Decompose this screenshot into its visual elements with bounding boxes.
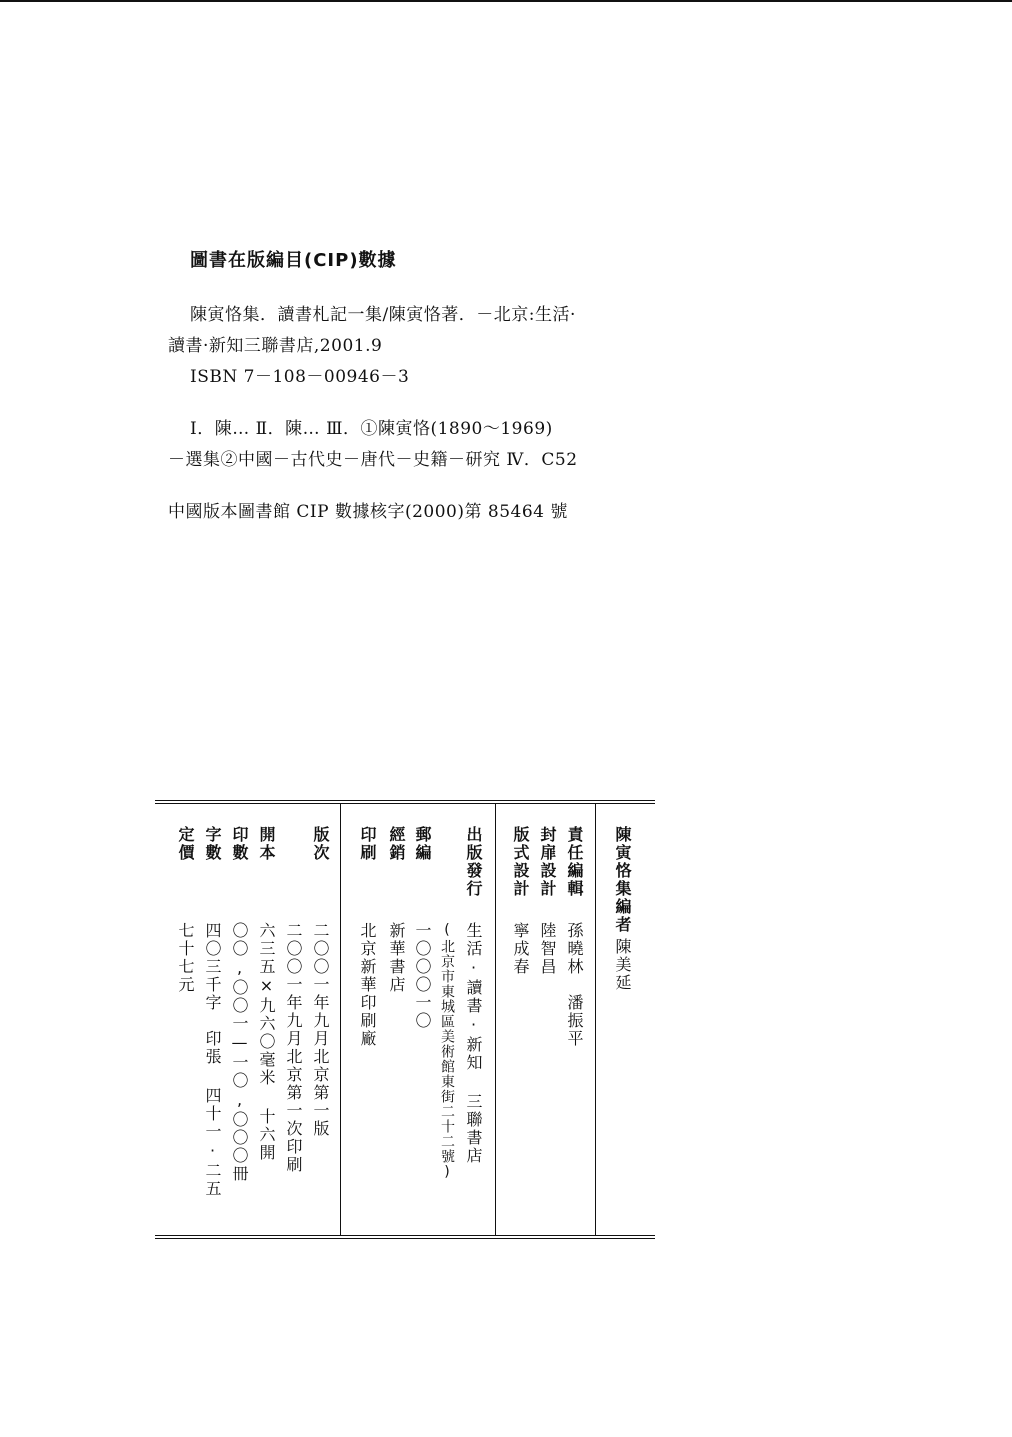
colophon-bottom-rule-inner bbox=[155, 1235, 655, 1236]
publisher-value: 生活·讀書·新知 三聯書店 bbox=[464, 922, 483, 1165]
colophon-top-rule-inner bbox=[155, 803, 655, 804]
cip-record-number: 中國版本圖書館 CIP 數據核字(2000)第 85464 號 bbox=[168, 502, 568, 522]
price-label: 定價 bbox=[176, 826, 195, 862]
cip-isbn: ISBN 7－108－00946－3 bbox=[190, 367, 410, 387]
price-value: 七十七元 bbox=[176, 922, 195, 994]
editor-label: 陳寅恪集編者 bbox=[613, 826, 632, 934]
cip-title: 圖書在版編目(CIP)數據 bbox=[190, 250, 397, 271]
format-label: 開本 bbox=[257, 826, 276, 862]
printer-value: 北京新華印刷廠 bbox=[358, 922, 377, 1048]
publisher-address: (北京市東城區美術館東街二十二號) bbox=[439, 922, 455, 1181]
colophon-block bbox=[155, 798, 655, 1243]
format-value: 六三五×九六〇毫米 十六開 bbox=[257, 922, 276, 1162]
editor-value: 陳美延 bbox=[613, 938, 632, 992]
cip-entry-line-1: 陳寅恪集．讀書札記一集/陳寅恪著．－北京:生活· bbox=[190, 305, 576, 325]
cip-subject-line-2: －選集②中國－古代史－唐代－史籍－研究 Ⅳ．C52 bbox=[168, 450, 578, 470]
print-run-label: 印數 bbox=[230, 826, 249, 862]
column-divider bbox=[495, 804, 496, 1236]
distributor-label: 經銷 bbox=[387, 826, 406, 862]
responsible-editor-value: 孫曉林 潘振平 bbox=[565, 922, 584, 1048]
top-border-rule bbox=[0, 0, 1012, 2]
layout-design-value: 寧成春 bbox=[511, 922, 530, 976]
word-count-label: 字數 bbox=[203, 826, 222, 862]
print-run-value: 〇〇,〇〇一—一〇,〇〇〇冊 bbox=[230, 922, 249, 1183]
distributor-value: 新華書店 bbox=[387, 922, 406, 994]
cover-design-value: 陸智昌 bbox=[538, 922, 557, 976]
cip-subject-line-1: Ⅰ．陳… Ⅱ．陳… Ⅲ．①陳寅恪(1890～1969) bbox=[190, 419, 553, 439]
layout-design-label: 版式設計 bbox=[511, 826, 530, 898]
printing-value: 二〇〇一年九月北京第一次印刷 bbox=[284, 922, 303, 1174]
colophon-bottom-rule bbox=[155, 1238, 655, 1239]
column-divider bbox=[340, 804, 341, 1236]
column-divider bbox=[595, 804, 596, 1236]
postcode-value: 一〇〇〇一〇 bbox=[413, 922, 432, 1030]
printer-label: 印刷 bbox=[358, 826, 377, 862]
postcode-label: 郵編 bbox=[413, 826, 432, 862]
edition-label: 版次 bbox=[311, 826, 330, 862]
cover-design-label: 封扉設計 bbox=[538, 826, 557, 898]
edition-value: 二〇〇一年九月北京第一版 bbox=[311, 922, 330, 1138]
cip-entry-line-2: 讀書·新知三聯書店,2001.9 bbox=[168, 336, 383, 356]
colophon-top-rule bbox=[155, 800, 655, 801]
publisher-label: 出版發行 bbox=[464, 826, 483, 898]
responsible-editor-label: 責任編輯 bbox=[565, 826, 584, 898]
word-count-value: 四〇三千字 印張 四十一·二五 bbox=[203, 922, 222, 1198]
